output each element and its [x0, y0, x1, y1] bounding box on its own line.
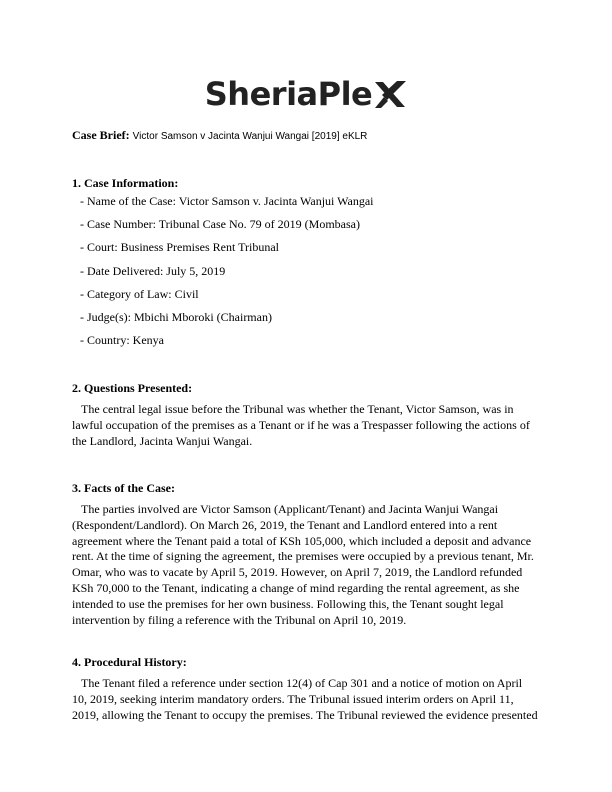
facts-paragraph: The parties involved are Victor Samson (Applicant/Tenant) and Jacinta Wanjui Wangai (Respondent/Landlord). On March 26, 2019, the Tenant and Landlord entered into a rent agreement where the Tenant paid a total of KSh 105,000, which included a deposit and advance rent. At the time of signing the agreement, the premises were occupied by a previous tenant, Mr. Omar, who was to vacate by April 5, 2019. However, on April 7, 2019, the Landlord refunded KSh 70,000 to the Tenant, indicating a change of mind regarding the rental agreement, as she intended to use the premises for her own business. Following this, the Tenant sought legal intervention by filing a reference with the Tribunal on April 10, 2019.: [72, 502, 534, 627]
case-information-list: [80, 190, 374, 352]
case-brief-heading: [72, 128, 367, 143]
case-brief-title: Victor Samson v Jacinta Wanjui Wangai [2019] eKLR: [132, 131, 368, 142]
logo-text: SheriaPle: [204, 75, 373, 113]
list-item: - Court: Business Premises Rent Tribunal: [80, 240, 280, 255]
section-title-procedural-history: 4. Procedural History:: [72, 655, 187, 669]
questions-presented-paragraph: The central legal issue before the Tribunal was whether the Tenant, Victor Samson, was in lawful occupation of the premises as a Tenant or if he was a Trespasser following the actions of the Landlord, Jacinta Wanjui Wangai.: [72, 402, 530, 448]
section-title-case-information: 1. Case Information:: [72, 176, 179, 190]
list-item: - Date Delivered: July 5, 2019: [80, 263, 226, 278]
list-item: - Judge(s): Mbichi Mboroki (Chairman): [80, 309, 272, 324]
list-item: - Case Number: Tribunal Case No. 79 of 2019 (Mombasa): [80, 217, 360, 232]
procedural-history-paragraph: The Tenant filed a reference under section 12(4) of Cap 301 and a notice of motion on April 10, 2019, seeking interim mandatory orders. The Tribunal issued interim orders on April 11, 2019, allowing the Tenant to occupy the premises. The Tribunal reviewed the evidence presented: [72, 676, 538, 722]
x-mark-icon: [373, 78, 407, 110]
logo: [0, 75, 612, 113]
section-title-facts: 3. Facts of the Case:: [72, 481, 175, 495]
list-item: - Name of the Case: Victor Samson v. Jacinta Wanjui Wangai: [80, 194, 374, 208]
list-item: - Country: Kenya: [80, 333, 164, 348]
list-item: - Category of Law: Civil: [80, 286, 199, 301]
section-title-questions-presented: 2. Questions Presented:: [72, 381, 193, 395]
case-brief-label: Case Brief:: [72, 128, 130, 142]
